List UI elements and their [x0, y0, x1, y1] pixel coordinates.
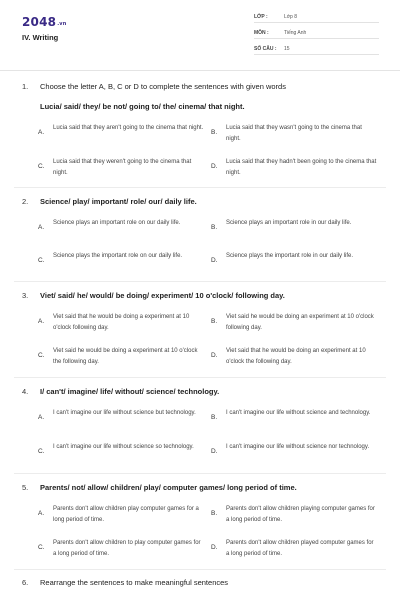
question-prompt: Lucia/ said/ they/ be not/ going to/ the/ cinema/ that night.: [40, 102, 245, 111]
option-letter: B.: [211, 318, 218, 325]
option-letter: C.: [38, 352, 45, 359]
option-letter: C.: [38, 448, 45, 455]
document-header: [0, 0, 400, 72]
meta-value: Tiếng Anh: [284, 30, 307, 36]
instruction-text: Choose the letter A, B, C or D to complete the sentences with given words: [40, 82, 286, 91]
instruction-text: Rearrange the sentences to make meaningful sentences: [40, 578, 229, 587]
question-number: 4.: [22, 387, 29, 396]
option-letter: D.: [211, 257, 218, 264]
meta-key: MÔN :: [254, 30, 269, 36]
option-text: Science plays an important role in our daily life.: [226, 220, 352, 226]
option-letter: B.: [211, 414, 218, 421]
option-letter: A.: [38, 224, 45, 231]
option-text: I can't imagine our life without science nor technology.: [226, 444, 370, 450]
option-letter: D.: [211, 163, 218, 170]
option-letter: C.: [38, 163, 45, 170]
question-number: 1.: [22, 82, 29, 91]
site-logo[interactable]: [22, 15, 67, 29]
meta-key: LỚP :: [254, 14, 268, 20]
question-number: 2.: [22, 197, 29, 206]
question-divider: [14, 569, 386, 570]
option-text: Lucia said that they weren't going to the cinema that night.: [53, 159, 192, 176]
option-letter: D.: [211, 448, 218, 455]
option-letter: A.: [38, 414, 45, 421]
question-number: 3.: [22, 291, 29, 300]
option-letter: A.: [38, 129, 45, 136]
option-text: Viet said that he would be doing an experiment at 10 o'clock the following day.: [226, 348, 366, 365]
option-text: Science plays an important role on our daily life.: [53, 220, 181, 226]
option-letter: B.: [211, 510, 218, 517]
option-text: Viet said he would be doing an experiment at 10 o'clock following day.: [226, 314, 374, 331]
question-prompt: Science/ play/ important/ role/ our/ daily life.: [40, 197, 197, 206]
option-letter: C.: [38, 544, 45, 551]
option-text: Lucia said that they aren't going to the cinema that night.: [53, 125, 204, 131]
question-divider: [14, 281, 386, 282]
option-text: Parents don't allow children playing computer games for a long period of time.: [226, 506, 375, 523]
option-letter: B.: [211, 224, 218, 231]
question-divider: [14, 473, 386, 474]
option-text: Parents don't allow children to play computer games for a long period of time.: [53, 540, 201, 557]
option-letter: A.: [38, 510, 45, 517]
option-text: Parents don't allow children play computer games for a long period of time.: [53, 506, 199, 523]
meta-row-subject: [254, 27, 379, 39]
meta-value: Lớp 8: [284, 14, 298, 20]
option-text: Viet said he would be doing a experiment at 10 o'clock the following day.: [53, 348, 198, 365]
option-text: Lucia said that they hadn't been going to the cinema that night.: [226, 159, 377, 176]
option-text: Lucia said that they wasn't going to the cinema that night.: [226, 125, 362, 142]
option-letter: D.: [211, 352, 218, 359]
meta-row-class: [254, 11, 379, 23]
meta-key: SỐ CÂU :: [254, 46, 277, 52]
option-letter: C.: [38, 257, 45, 264]
question-prompt: Viet/ said/ he/ would/ be doing/ experiment/ 10 o'clock/ following day.: [40, 291, 285, 300]
option-text: I can't imagine our life without science and technology.: [226, 410, 371, 416]
question-divider: [14, 377, 386, 378]
option-text: Viet said that he would be doing a experiment at 10 o'clock following day.: [53, 314, 190, 331]
option-letter: D.: [211, 544, 218, 551]
question-divider: [14, 187, 386, 188]
question-number: 6.: [22, 578, 29, 587]
option-text: Parents don't allow children played computer games for a long period of time.: [226, 540, 374, 557]
option-text: Science plays the important role in our daily life.: [226, 253, 354, 259]
option-letter: A.: [38, 318, 45, 325]
option-text: Science plays the important role on our daily life.: [53, 253, 183, 259]
section-title: IV. Writing: [22, 33, 59, 42]
meta-value: 15: [284, 46, 290, 52]
question-prompt: Parents/ not/ allow/ children/ play/ computer games/ long period of time.: [40, 483, 297, 492]
question-prompt: I/ can't/ imagine/ life/ without/ science/ technology.: [40, 387, 220, 396]
option-text: I can't imagine our life without science but technology.: [53, 410, 196, 416]
option-letter: B.: [211, 129, 218, 136]
logo-text: 2048: [22, 15, 57, 29]
meta-row-count: [254, 43, 379, 55]
header-divider: [0, 70, 400, 71]
question-number: 5.: [22, 483, 29, 492]
option-text: I can't imagine our life without science so technology.: [53, 444, 194, 450]
logo-domain: .vn: [57, 21, 67, 27]
